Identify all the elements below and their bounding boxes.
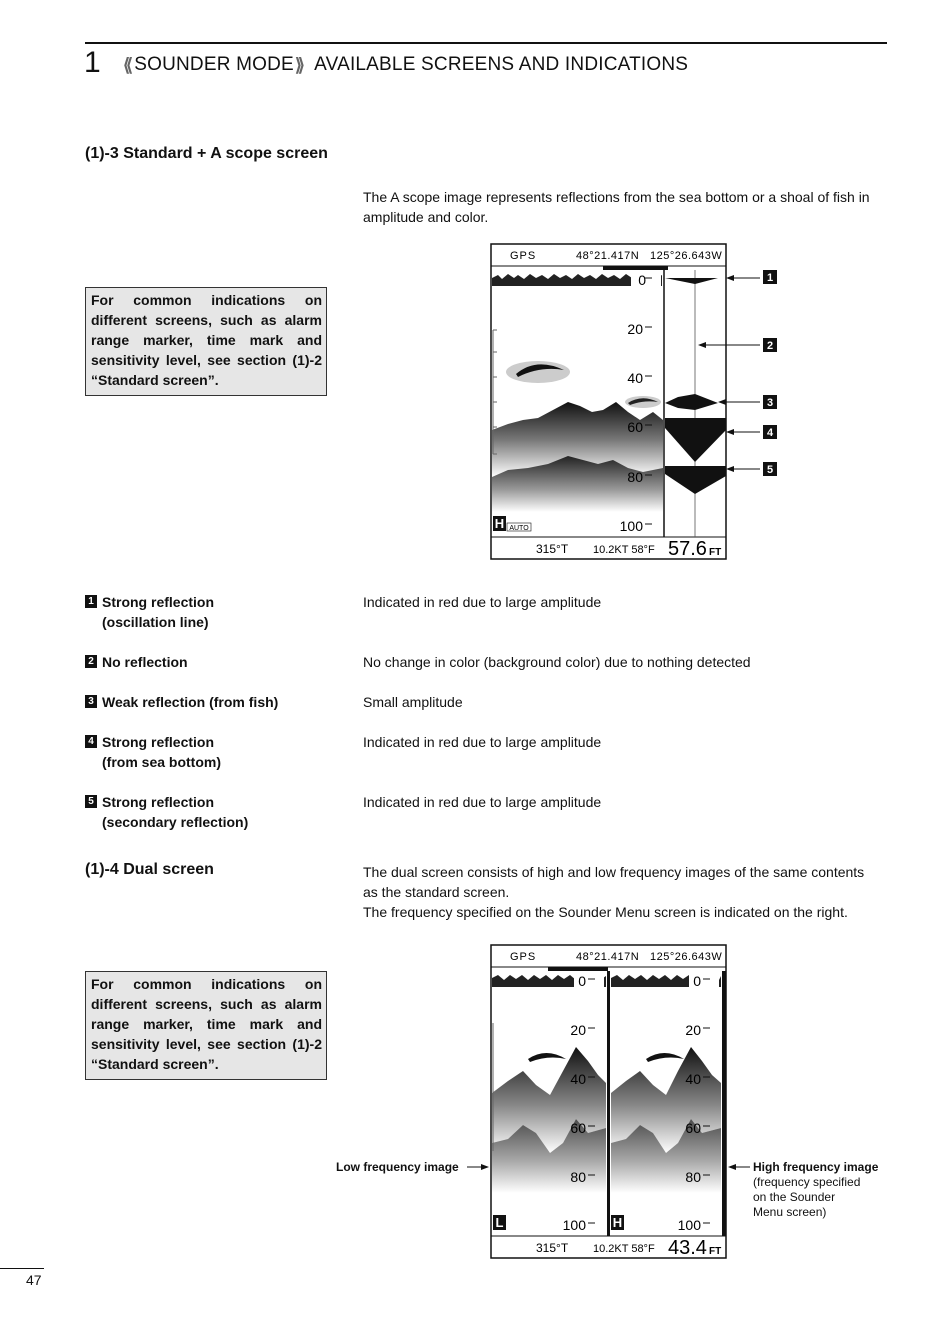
chevron-right-icon: ⟫ [294, 55, 306, 75]
note-box-1-4: For common indications on different screens, such as alarm range marker, time mark and sensitivity level, see section (1)-2 “Standard screen”. [85, 971, 327, 1080]
callout-number: 3 [766, 397, 774, 409]
item-number-badge: 1 [85, 595, 97, 608]
item-label-line: (oscillation line) [102, 614, 209, 630]
item-label-line: Weak reflection (from fish) [102, 694, 279, 710]
depth-tick-label: 100 [619, 518, 643, 534]
depth-tick-label: 0 [578, 973, 586, 989]
gps-label: GPS [510, 250, 537, 262]
heading-readout: 315°T [536, 1241, 569, 1255]
latitude-readout: 48°21.417N [576, 951, 640, 963]
item-label-line: (from sea bottom) [102, 754, 221, 770]
depth-tick-label: 40 [627, 370, 643, 386]
depth-readout: 57.6 [668, 538, 707, 560]
section-intro-1-4 [363, 862, 893, 922]
note-box-1-3: For common indications on different screens, such as alarm range marker, time mark and sensitivity level, see section (1)-2 “Standard screen”. [85, 287, 327, 396]
high-frequency-note: Menu screen) [753, 1205, 827, 1219]
chapter-title-text: AVAILABLE SCREENS AND INDICATIONS [314, 54, 689, 75]
depth-tick-label: 40 [685, 1071, 701, 1087]
section-heading-1-3: (1)-3 Standard + A scope screen [85, 145, 328, 162]
list-item [85, 592, 214, 632]
item-number-badge: 4 [85, 735, 97, 748]
depth-tick-label: 20 [685, 1022, 701, 1038]
item-label-line: Strong reflection [102, 794, 215, 810]
depth-unit: FT [709, 547, 722, 558]
section-intro-1-3: The A scope image represents reflections from the sea bottom or a shoal of fish in amplitude and color. [363, 189, 870, 225]
depth-tick-label: 0 [693, 973, 701, 989]
heading-readout: 315°T [536, 542, 569, 556]
callout-number: 4 [766, 427, 774, 439]
page-number: 47 [26, 1272, 42, 1288]
item-description: Indicated in red due to large amplitude [363, 594, 602, 610]
depth-tick-label: 100 [562, 1217, 586, 1233]
item-description: Small amplitude [363, 694, 463, 710]
ascope-screen-figure [488, 242, 788, 562]
callout-number: 1 [766, 272, 774, 284]
item-label-line: Strong reflection [102, 594, 215, 610]
item-description: Indicated in red due to large amplitude [363, 794, 602, 810]
chapter-title [122, 53, 688, 77]
longitude-readout: 125°26.643W [650, 951, 723, 963]
depth-tick-label: 40 [570, 1071, 586, 1087]
item-number-badge: 5 [85, 795, 97, 808]
item-description: Indicated in red due to large amplitude [363, 734, 602, 750]
low-frequency-label: Low frequency image [336, 1160, 459, 1174]
longitude-readout: 125°26.643W [650, 250, 723, 262]
gain-mode-badge: AUTO [509, 525, 529, 532]
section-heading-1-4: (1)-4 Dual screen [85, 861, 214, 878]
speed-temp-readout: 10.2KT 58°F [593, 544, 655, 556]
freq-mark-l: L [495, 1215, 504, 1230]
chapter-mode: SOUNDER MODE [134, 54, 294, 75]
intro-line: The dual screen consists of high and low frequency images of the same contents [363, 864, 865, 880]
high-frequency-label [753, 1160, 878, 1220]
callout-number: 5 [766, 464, 774, 476]
high-frequency-note: on the Sounder [753, 1190, 836, 1204]
list-item [85, 652, 188, 672]
depth-unit: FT [709, 1246, 722, 1257]
intro-line: The frequency specified on the Sounder Menu screen is indicated on the right. [363, 904, 848, 920]
dual-divider [607, 971, 610, 1236]
callout-number: 2 [766, 340, 774, 352]
page-number-rule [0, 1268, 44, 1269]
intro-line: as the standard screen. [363, 884, 510, 900]
item-number-badge: 2 [85, 655, 97, 668]
item-label-line: Strong reflection [102, 734, 215, 750]
item-description: No change in color (background color) due to nothing detected [363, 654, 751, 670]
arrow-left-icon [728, 1161, 750, 1173]
list-item [85, 792, 248, 832]
depth-tick-label: 0 [638, 272, 646, 288]
depth-tick-label: 60 [685, 1120, 701, 1136]
chevron-left-icon: ⟪ [123, 55, 134, 75]
depth-tick-label: 80 [685, 1169, 701, 1185]
arrow-right-icon [467, 1161, 489, 1173]
high-frequency-note: (frequency specified [753, 1175, 861, 1189]
depth-tick-label: 80 [627, 469, 643, 485]
item-number-badge: 3 [85, 695, 97, 708]
chapter-number: 1 [84, 46, 101, 79]
depth-tick-label: 60 [570, 1120, 586, 1136]
depth-tick-label: 100 [677, 1217, 701, 1233]
list-item [85, 732, 221, 772]
list-item [85, 692, 278, 712]
speed-temp-readout: 10.2KT 58°F [593, 1243, 655, 1255]
high-frequency-title: High frequency image [753, 1160, 879, 1174]
fish-school-halo [506, 361, 570, 383]
header-rule [85, 42, 887, 44]
freq-mark-h: H [494, 516, 505, 531]
dual-screen-figure [488, 943, 730, 1263]
depth-tick-label: 80 [570, 1169, 586, 1185]
gps-label: GPS [510, 951, 537, 963]
depth-readout: 43.4 [668, 1237, 707, 1259]
depth-tick-label: 20 [627, 321, 643, 337]
item-label-line: (secondary reflection) [102, 814, 249, 830]
latitude-readout: 48°21.417N [576, 250, 640, 262]
item-label-line: No reflection [102, 654, 188, 670]
depth-tick-label: 60 [627, 419, 643, 435]
depth-tick-label: 20 [570, 1022, 586, 1038]
freq-mark-h: H [612, 1215, 623, 1230]
